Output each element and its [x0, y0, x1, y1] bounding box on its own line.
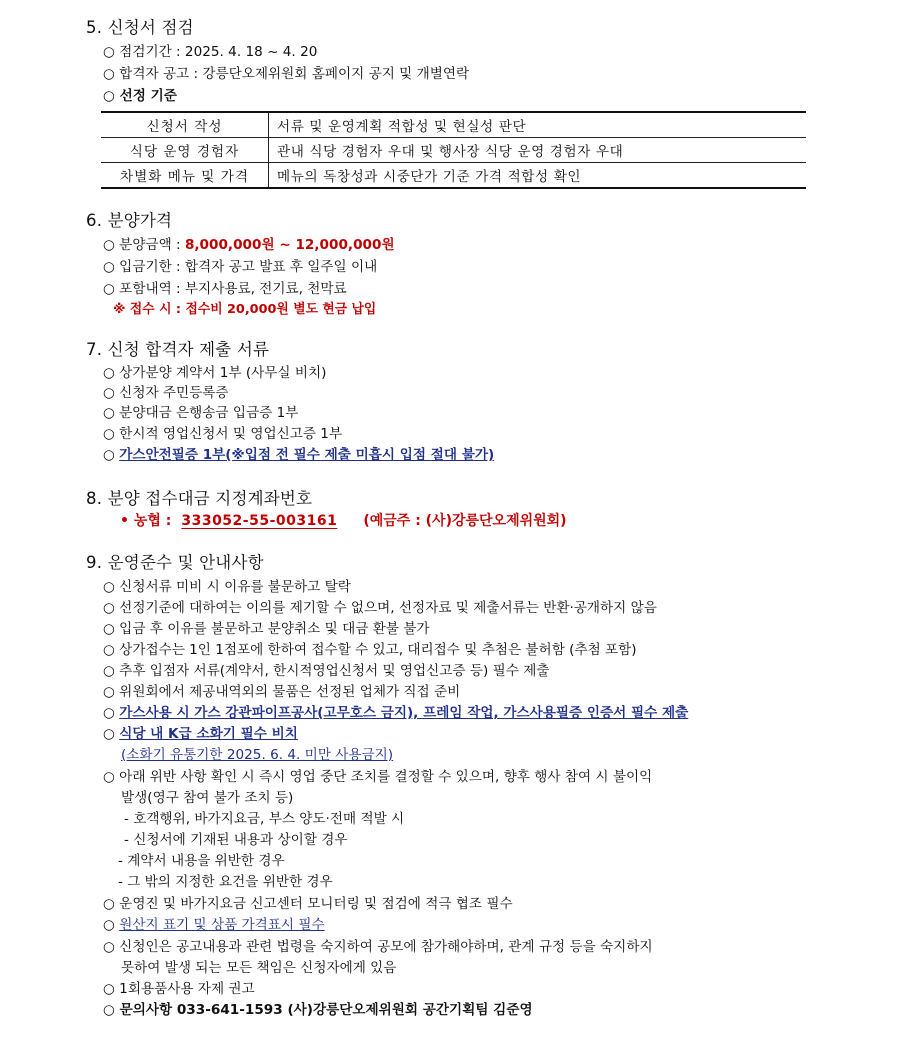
section-6-heading: 6. 분양가격 [86, 211, 173, 230]
criteria-value: 메뉴의 독창성과 시중단가 기준 가격 적합성 확인 [269, 163, 807, 189]
list-item: ○ 신청서류 미비 시 이유를 불문하고 탈락 [103, 579, 351, 595]
criteria-value: 서류 및 운영계획 적합성 및 현실성 판단 [269, 112, 807, 138]
included-items: ○ 포함내역 : 부지사용료, 전기료, 천막료 [103, 281, 347, 297]
violation-sub: - 계약서 내용을 위반한 경우 [118, 853, 285, 869]
violation-sub: - 신청서에 기재된 내용과 상이할 경우 [124, 832, 348, 848]
origin-label-text: 원산지 표기 및 상품 가격표시 필수 [119, 917, 325, 933]
list-item: ○ 선정기준에 대하여는 이의를 제기할 수 없으며, 선정자료 및 제출서류는 반환·공개하지 않음 [103, 600, 657, 616]
gas-certificate-item [103, 443, 494, 463]
winner-announcement: ○ 합격자 공고 : 강릉단오제위원회 홈페이지 공지 및 개별연락 [103, 66, 470, 82]
list-item: ○ 1회용품사용 자제 권고 [103, 981, 255, 997]
account-number: 333052-55-003161 [181, 513, 338, 529]
gas-certificate-text: 가스안전필증 1부(※입점 전 필수 제출 미흡시 입점 절대 불가) [119, 447, 495, 463]
selection-criteria-table [101, 111, 806, 189]
section-9-heading: 9. 운영준수 및 안내사항 [86, 553, 264, 572]
violation-item-cont: 발생(영구 참여 불가 조치 등) [121, 790, 294, 806]
fire-extinguisher-item [103, 722, 298, 742]
violation-sub: - 그 밖의 지정한 요건을 위반한 경우 [118, 874, 333, 890]
bullet: ○ [103, 705, 120, 721]
criteria-key: 차별화 메뉴 및 가격 [101, 163, 269, 189]
bullet: ○ [103, 917, 120, 933]
inspection-period: ○ 점검기간 : 2025. 4. 18 ~ 4. 20 [103, 44, 318, 60]
violation-sub: - 호객행위, 바가지요금, 부스 양도·전매 적발 시 [124, 811, 405, 827]
criteria-title: ○ 선정 기준 [103, 88, 177, 104]
section-8-heading: 8. 분양 접수대금 지정계좌번호 [86, 489, 313, 508]
list-item: ○ 상가접수는 1인 1점포에 한하여 접수할 수 있고, 대리접수 및 추첨은 불허함 (추첨 포함) [103, 642, 637, 658]
bullet: ○ [103, 447, 120, 463]
criteria-value: 관내 식당 경험자 우대 및 행사장 식당 운영 경험자 우대 [269, 138, 807, 163]
gas-pipe-text: 가스사용 시 가스 강관파이프공사(고무호스 금지), 프레임 작업, 가스사용필증 인증서 필수 제출 [119, 705, 689, 721]
table-row [101, 112, 806, 138]
contact-info: ○ 문의사항 033-641-1593 (사)강릉단오제위원회 공간기획팀 김준영 [103, 1002, 533, 1018]
sale-amount [103, 233, 395, 253]
list-item: ○ 상가분양 계약서 1부 (사무실 비치) [103, 365, 327, 381]
sale-amount-value: 8,000,000원 ~ 12,000,000원 [184, 237, 395, 253]
criteria-key: 신청서 작성 [101, 112, 269, 138]
table-row [101, 163, 806, 189]
section-5-heading: 5. 신청서 점검 [86, 18, 194, 37]
bank-name: • 농협 : [120, 513, 172, 529]
section-7-heading: 7. 신청 합격자 제출 서류 [86, 340, 270, 359]
responsibility-item: ○ 신청인은 공고내용과 관련 법령을 숙지하여 공모에 참가해야하며, 관계 규정 등을 숙지하지 [103, 939, 653, 955]
list-item: ○ 운영진 및 바가지요금 신고센터 모니터링 및 점검에 적극 협조 필수 [103, 896, 513, 912]
sale-amount-label: ○ 분양금액 : [103, 237, 185, 253]
list-item: ○ 추후 입점자 서류(계약서, 한시적영업신청서 및 영업신고증 등) 필수 제출 [103, 663, 550, 679]
list-item: ○ 분양대금 은행송금 입금증 1부 [103, 405, 299, 421]
list-item: ○ 입금 후 이유를 불문하고 분양취소 및 대금 환불 불가 [103, 621, 430, 637]
table-row [101, 138, 806, 163]
fire-extinguisher-note: (소화기 유통기한 2025. 6. 4. 미만 사용금지) [121, 747, 394, 763]
list-item: ○ 한시적 영업신청서 및 영업신고증 1부 [103, 426, 343, 442]
violation-item: ○ 아래 위반 사항 확인 시 즉시 영업 중단 조치를 결정할 수 있으며, 향후 행사 참여 시 불이익 [103, 769, 653, 785]
bank-account-line [120, 510, 567, 530]
account-holder: (예금주 : (사)강릉단오제위원회) [363, 513, 567, 529]
list-item: ○ 위원회에서 제공내역외의 물품은 선정된 업체가 직접 준비 [103, 684, 461, 700]
payment-deadline: ○ 입금기한 : 합격자 공고 발표 후 일주일 이내 [103, 259, 378, 275]
origin-label-item [103, 913, 325, 933]
responsibility-item-cont: 못하여 발생 되는 모든 책임은 신청자에게 있음 [121, 960, 397, 976]
fire-extinguisher-text: 식당 내 K급 소화기 필수 비치 [119, 726, 298, 742]
application-fee-note: ※ 접수 시 : 접수비 20,000원 별도 현금 납입 [113, 302, 377, 317]
criteria-key: 식당 운영 경험자 [101, 138, 269, 163]
bullet: ○ [103, 726, 120, 742]
list-item: ○ 신청자 주민등록증 [103, 385, 229, 401]
gas-pipe-item [103, 701, 688, 721]
